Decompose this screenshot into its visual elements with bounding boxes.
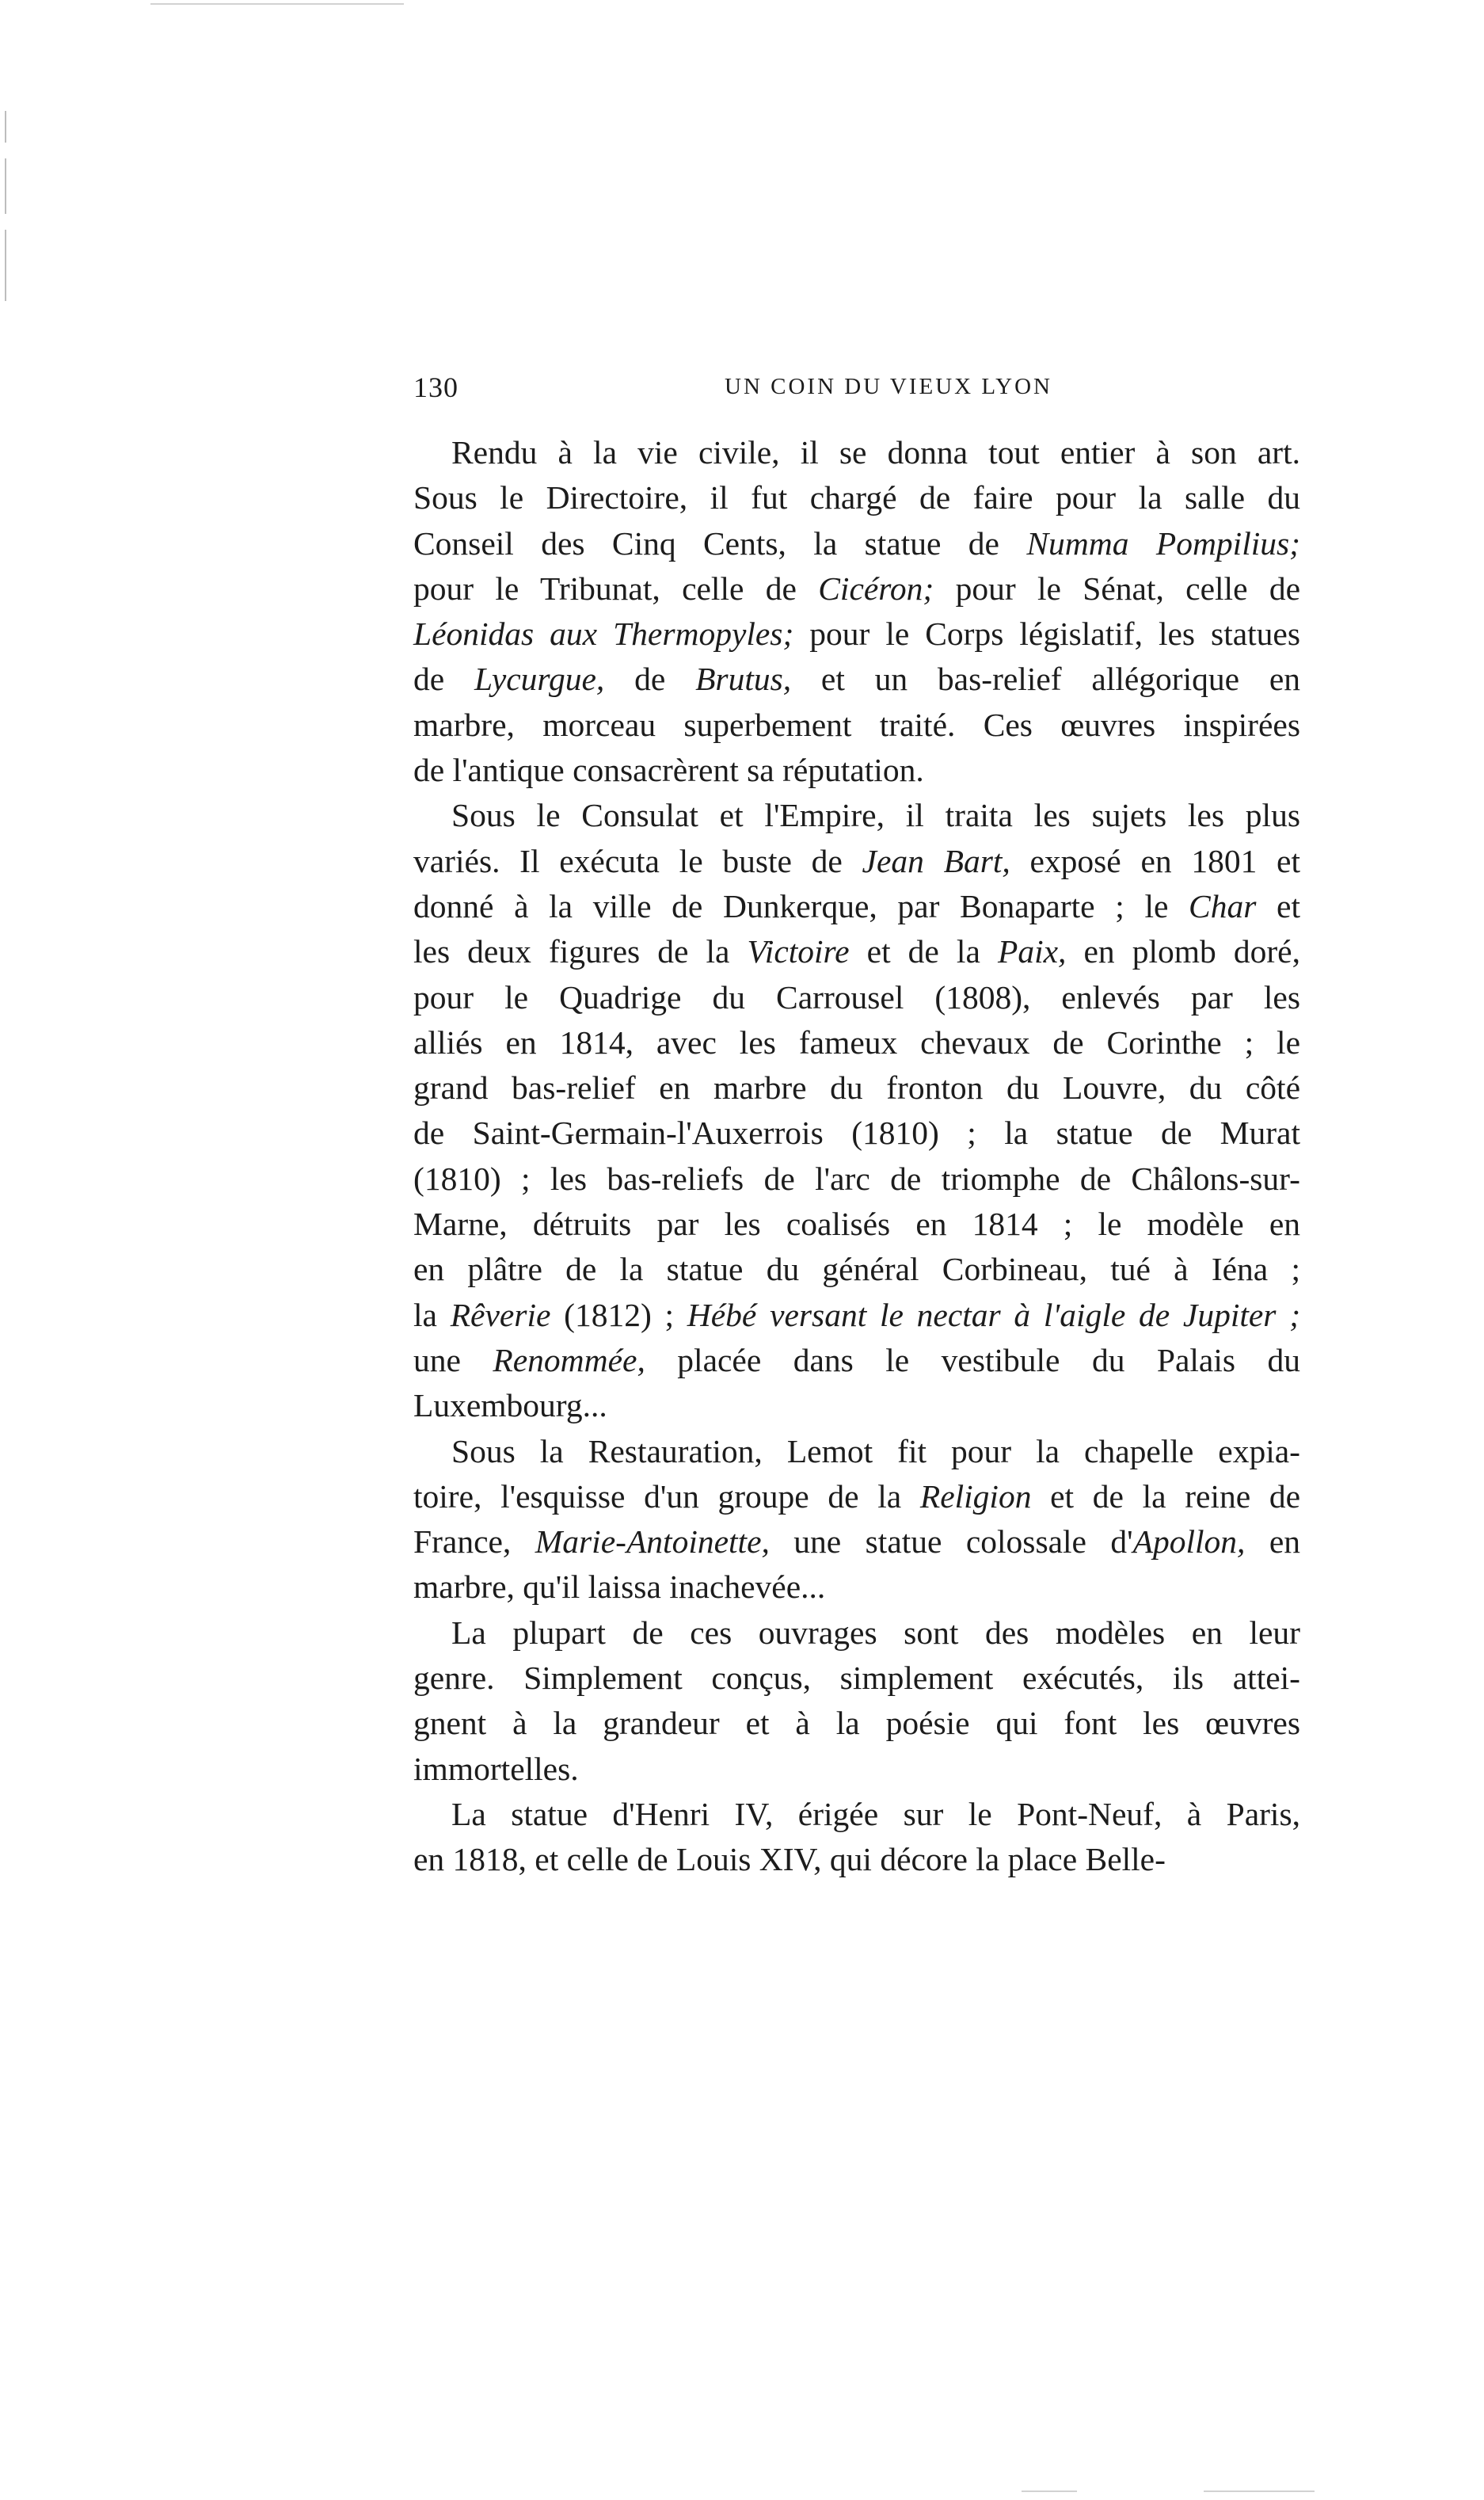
text-line: variés. Il exécuta le buste de Jean Bart, exposé en 1801 et: [413, 842, 1300, 879]
paragraph: [413, 793, 1300, 1428]
italic-title: Rêverie: [450, 1296, 551, 1333]
italic-title: Cicéron;: [818, 570, 934, 607]
text-line: de Lycurgue, de Brutus, et un bas-relief allégorique en: [413, 661, 1301, 698]
text-line: Conseil des Cinq Cents, la statue de Numma Pompilius;: [413, 524, 1300, 562]
text-line: marbre, qu'il laissa inachevée...: [413, 1568, 826, 1606]
paragraph: [413, 1792, 1300, 1883]
text-line: Sous le Consulat et l'Empire, il traita les sujets les plus: [451, 797, 1300, 834]
italic-title: Léonidas aux Thermopyles;: [413, 615, 794, 653]
italic-title: Religion: [919, 1477, 1032, 1515]
text-line: de Saint-Germain-l'Auxerrois (1810) ; la statue de Murat: [413, 1115, 1300, 1152]
text-line: la Rêverie (1812) ; Hébé versant le nectar à l'aigle de Jupiter ;: [413, 1296, 1301, 1333]
text-line: toire, l'esquisse d'un groupe de la Religion et de la reine de: [413, 1477, 1300, 1515]
text-line: genre. Simplement conçus, simplement exécutés, ils attei-: [413, 1660, 1300, 1697]
page-number: 130: [413, 372, 459, 403]
page-header: [413, 371, 1300, 418]
italic-title: Hébé versant le nectar à l'aigle de Jupiter ;: [687, 1296, 1301, 1333]
text-line: Sous le Directoire, il fut chargé de faire pour la salle du: [413, 479, 1300, 516]
text-line: La statue d'Henri IV, érigée sur le Pont-Neuf, à Paris,: [451, 1795, 1300, 1832]
running-head: UN COIN DU VIEUX LYON: [725, 374, 1052, 399]
text-line: La plupart de ces ouvrages sont des modèles en leur: [451, 1614, 1300, 1651]
text-line: pour le Quadrige du Carrousel (1808), enlevés par les: [413, 978, 1300, 1016]
italic-title: Paix,: [997, 933, 1067, 970]
italic-title: Apollon,: [1132, 1523, 1246, 1561]
text-line: une Renommée, placée dans le vestibule du Palais du: [413, 1341, 1300, 1378]
italic-title: Marie-Antoinette,: [535, 1523, 770, 1561]
paragraph: [413, 1610, 1300, 1792]
text-line: en 1818, et celle de Louis XIV, qui décore la place Belle-: [413, 1841, 1166, 1878]
italic-title: Char: [1189, 887, 1257, 924]
paragraph: [413, 1429, 1300, 1610]
text-line: Rendu à la vie civile, il se donna tout entier à son art.: [451, 434, 1300, 471]
text-line: gnent à la grandeur et à la poésie qui font les œuvres: [413, 1705, 1300, 1742]
text-line: donné à la ville de Dunkerque, par Bonaparte ; le Char et: [413, 887, 1300, 924]
italic-title: Lycurgue,: [474, 661, 605, 698]
scan-bottom-rule: [1022, 2490, 1077, 2492]
scan-top-rule: [150, 3, 404, 5]
text-line: pour le Tribunat, celle de Cicéron; pour le Sénat, celle de: [413, 570, 1300, 607]
body-text: [413, 430, 1300, 1883]
text-line: alliés en 1814, avec les fameux chevaux de Corinthe ; le: [413, 1023, 1300, 1061]
text-line: de l'antique consacrèrent sa réputation.: [413, 752, 924, 789]
paragraph: [413, 430, 1300, 793]
italic-title: Victoire: [747, 933, 850, 970]
text-line: (1810) ; les bas-reliefs de l'arc de triomphe de Châlons-sur-: [413, 1160, 1300, 1197]
text-line: grand bas-relief en marbre du fronton du Louvre, du côté: [413, 1069, 1300, 1107]
text-line: marbre, morceau superbement traité. Ces œuvres inspirées: [413, 706, 1300, 743]
scan-bottom-rule-2: [1204, 2490, 1315, 2492]
italic-title: Jean Bart,: [862, 842, 1010, 879]
italic-title: Numma Pompilius;: [1026, 524, 1300, 562]
text-line: Sous la Restauration, Lemot fit pour la chapelle expia-: [451, 1432, 1300, 1469]
text-line: Marne, détruits par les coalisés en 1814 ; le modèle en: [413, 1206, 1300, 1243]
text-line: Luxembourg...: [413, 1387, 607, 1424]
text-line: immortelles.: [413, 1750, 579, 1787]
text-line: Léonidas aux Thermopyles; pour le Corps législatif, les statues: [413, 615, 1300, 653]
text-line: en plâtre de la statue du général Corbineau, tué à Iéna ;: [413, 1251, 1300, 1288]
italic-title: Brutus,: [695, 661, 792, 698]
scan-edge-marks: [0, 0, 16, 333]
italic-title: Renommée,: [493, 1341, 645, 1378]
text-line: les deux figures de la Victoire et de la Paix, en plomb doré,: [413, 933, 1300, 970]
text-line: France, Marie-Antoinette, une statue colossale d'Apollon, en: [413, 1523, 1300, 1561]
